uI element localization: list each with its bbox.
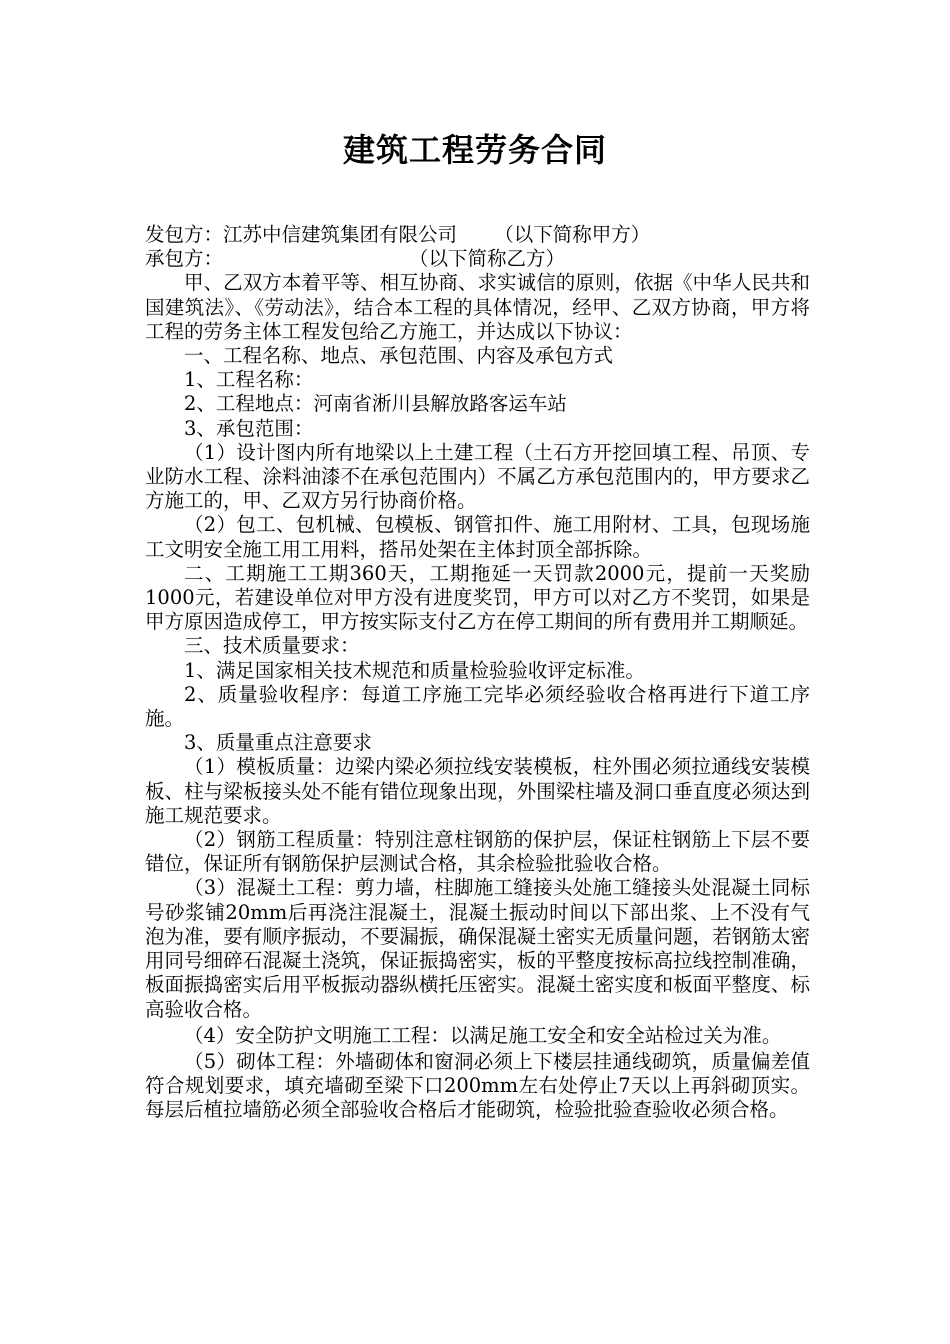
rebar-clause: （2）钢筋工程质量：特别注意柱钢筋的保护层，保证柱钢筋上下层不要错位，保证所有钢筋保护层测试合格，其余检验批验收合格。 [145, 828, 810, 876]
quality-item-3: 3、质量重点注意要求 [184, 731, 372, 755]
project-location-item: 2、工程地点：河南省淅川县解放路客运车站 [184, 392, 567, 416]
schedule-section: 二、工期施工工期360天，工期拖延一天罚款2000元，提前一天奖励1000元，若建设单位对甲方没有进度奖罚，甲方可以对乙方不奖罚，如果是甲方原因造成停工，甲方按实际支付乙方在停工期间的所有费用并工期顺延。 [145, 561, 810, 634]
scope-clause-2: （2）包工、包机械、包模板、钢管扣件、施工用附材、工具，包现场施工文明安全施工用工用料，搭吊处架在主体封顶全部拆除。 [145, 513, 810, 561]
document-body [145, 223, 810, 1123]
quality-item-2: 2、质量验收程序：每道工序施工完毕必须经验收合格再进行下道工序施。 [145, 682, 810, 731]
scope-item: 3、承包范围： [184, 416, 314, 440]
section-1-heading: 一、工程名称、地点、承包范围、内容及承包方式 [184, 344, 614, 368]
document-title: 建筑工程劳务合同 [342, 131, 607, 169]
safety-clause: （4）安全防护文明施工工程：以满足施工安全和安全站检过关为准。 [184, 1023, 782, 1047]
concrete-clause: （3）混凝土工程：剪力墙，柱脚施工缝接头处施工缝接头处混凝土同标号砂浆铺20mm后再浇注混凝土，混凝土振动时间以下部出浆、上不没有气泡为准，要有顺序振动，不要漏振，确保混凝土密实无质量问题，若钢筋太密用同号细碎石混凝土浇筑，保证振捣密实，板的平整度按标高拉线控制准确，板面振捣密实后用平板振动器纵横托压密实。混凝土密实度和板面平整度、标高验收合格。 [145, 876, 810, 1021]
quality-item-1: 1、满足国家相关技术规范和质量检验验收评定标准。 [184, 658, 645, 682]
project-name-item: 1、工程名称： [184, 368, 314, 392]
masonry-clause: （5）砌体工程：外墙砌体和窗洞必须上下楼层挂通线砌筑，质量偏差值符合规划要求，填充墙砌至梁下口200mm左右处停止7天以上再斜砌顶实。每层后植拉墙筋必须全部验收合格后才能砌筑，检验批验查验收必须合格。 [145, 1049, 810, 1122]
contractor-line: 承包方： （以下简称乙方） [145, 247, 565, 271]
formwork-clause: （1）模板质量：边梁内梁必须拉线安装模板，柱外围必须拉通线安装模板、柱与梁板接头处不能有错位现象出现，外围梁柱墙及洞口垂直度必须达到施工规范要求。 [145, 755, 810, 827]
intro-paragraph: 甲、乙双方本着平等、相互协商、求实诚信的原则，依据《中华人民共和国建筑法》、《劳动法》，结合本工程的具体情况，经甲、乙双方协商，甲方将工程的劳务主体工程发包给乙方施工，并达成以下协议： [145, 271, 810, 343]
employer-line: 发包方：江苏中信建筑集团有限公司 （以下简称甲方） [145, 223, 651, 246]
scope-clause-1: （1）设计图内所有地梁以上土建工程（土石方开挖回填工程、吊顶、专业防水工程、涂料油漆不在承包范围内）不属乙方承包范围内的，甲方要求乙方施工的，甲、乙双方另行协商价格。 [145, 440, 810, 513]
section-3-heading: 三、技术质量要求： [184, 634, 360, 658]
